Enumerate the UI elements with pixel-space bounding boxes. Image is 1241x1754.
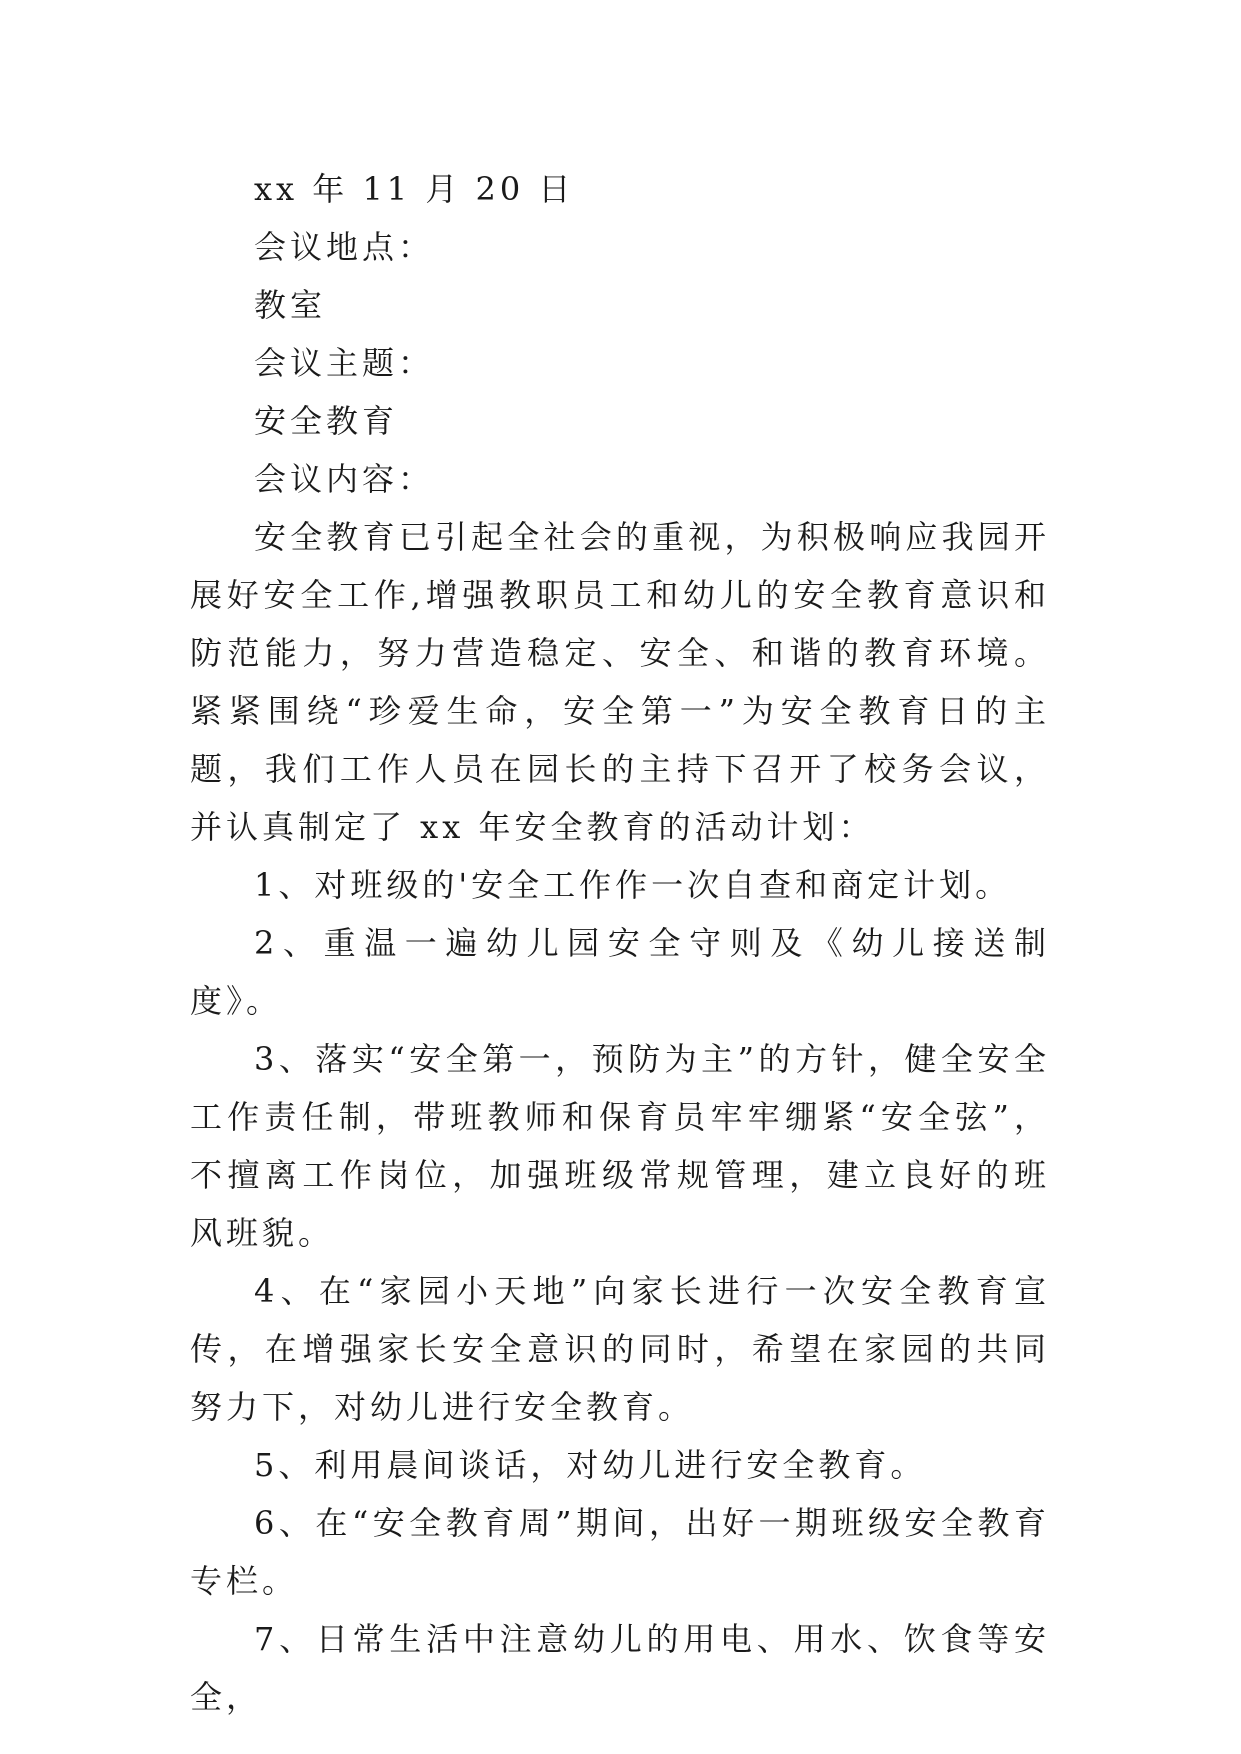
meeting-topic-label: 会议主题： [254,344,435,382]
plan-item-5: 5、利用晨间谈话，对幼儿进行安全教育。 [254,1446,927,1484]
plan-item-6: 6、在“安全教育周”期间，出好一期班级安全教育专栏。 [190,1504,1050,1600]
plan-item-1: 1、对班级的'安全工作作一次自查和商定计划。 [254,866,1012,904]
intro-paragraph: 安全教育已引起全社会的重视，为积极响应我园开展好安全工作,增强教职员工和幼儿的安全教育意识和防范能力，努力营造稳定、安全、和谐的教育环境。紧紧围绕“珍爱生命，安全第一”为安全教育日的主题，我们工作人员在园长的主持下召开了校务会议，并认真制定了 xx 年安全教育的活动计划： [190,518,1050,846]
document-body [190,160,1050,1726]
plan-item-2: 2、重温一遍幼儿园安全守则及《幼儿接送制度》。 [190,924,1050,1020]
meeting-location-value: 教室 [254,286,327,324]
meeting-location-label: 会议地点： [254,228,435,266]
plan-item-7: 7、日常生活中注意幼儿的用电、用水、饮食等安全， [190,1620,1050,1716]
plan-item-4: 4、在“家园小天地”向家长进行一次安全教育宣传，在增强家长安全意识的同时，希望在家园的共同努力下，对幼儿进行安全教育。 [190,1272,1050,1426]
plan-item-3: 3、落实“安全第一，预防为主”的方针，健全安全工作责任制，带班教师和保育员牢牢绷紧“安全弦”，不擅离工作岗位，加强班级常规管理，建立良好的班风班貌。 [190,1040,1050,1252]
meeting-content-label: 会议内容： [254,460,435,498]
meeting-date: xx 年 11 月 20 日 [254,170,575,208]
meeting-topic-value: 安全教育 [254,402,399,440]
